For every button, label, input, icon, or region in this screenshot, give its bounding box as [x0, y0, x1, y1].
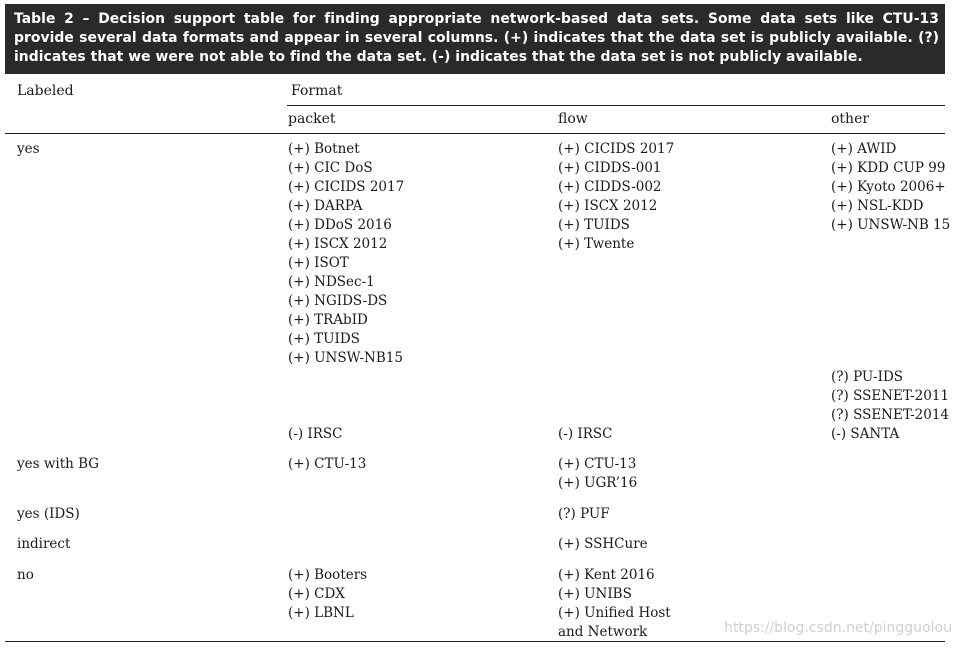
list-item [831, 273, 950, 292]
header-labeled: Labeled [17, 83, 74, 99]
list-item [831, 349, 950, 368]
row-label-yes: yes [17, 141, 40, 157]
table-bottom-rule [5, 641, 945, 642]
list-item [558, 368, 674, 387]
list-item [831, 254, 950, 273]
list-item: (+) CICIDS 2017 [558, 141, 675, 157]
list-item: (+) TUIDS [288, 331, 360, 347]
list-item: (+) Kent 2016 [558, 567, 655, 583]
cell-yes-packet [288, 140, 404, 444]
list-item: (+) CTU-13 [288, 456, 367, 472]
list-item [831, 292, 950, 311]
list-item [558, 330, 674, 349]
row-label-yes-ids: yes (IDS) [17, 506, 80, 522]
list-item: (+) Botnet [288, 141, 360, 157]
list-item: (+) CICIDS 2017 [288, 179, 405, 195]
row-label-indirect: indirect [17, 536, 71, 552]
cell-no-flow [558, 566, 671, 642]
list-item: (+) Unified Host [558, 605, 671, 621]
list-item [558, 349, 674, 368]
list-item: (+) TRAbID [288, 312, 368, 328]
list-item: (+) CIC DoS [288, 160, 373, 176]
header-packet: packet [288, 111, 336, 127]
list-item [288, 368, 404, 387]
list-item [831, 311, 950, 330]
list-item: (?) PUF [558, 506, 610, 522]
list-item [558, 292, 674, 311]
list-item: (+) CTU-13 [558, 456, 637, 472]
list-item: (+) Booters [288, 567, 368, 583]
list-item: (?) SSENET-2011 [831, 388, 950, 404]
row-label-yes-with-bg: yes with BG [17, 456, 100, 472]
list-item: (+) Kyoto 2006+ [831, 179, 946, 195]
header-format: Format [291, 83, 343, 99]
list-item [831, 330, 950, 349]
list-item: and Network [558, 624, 648, 640]
list-item: (+) Twente [558, 236, 635, 252]
list-item [288, 406, 404, 425]
list-item: (+) NSL-KDD [831, 198, 924, 214]
list-item [831, 235, 950, 254]
list-item: (-) IRSC [558, 426, 613, 442]
row-label-no: no [17, 567, 34, 583]
format-rule [287, 105, 945, 106]
table-caption: Table 2 – Decision support table for finding appropriate network-based data sets. Some data sets like CTU-13 provide several data formats and appear in several columns. (+) indicates that the data set is publicly available. (?) indicates that we were not able to find the data set. (-) indicates that the data set is not publicly available. [5, 4, 945, 74]
list-item: (-) IRSC [288, 426, 343, 442]
cell-yes-flow [558, 140, 674, 444]
list-item: (?) PU-IDS [831, 369, 904, 385]
list-item [558, 311, 674, 330]
watermark: https://blog.csdn.net/pingguolou [724, 620, 952, 636]
cell-yes-ids-flow [558, 505, 610, 524]
list-item: (+) CDX [288, 586, 345, 602]
list-item: (+) ISCX 2012 [558, 198, 658, 214]
list-item: (+) NGIDS-DS [288, 293, 388, 309]
list-item: (+) UNSW-NB 15 [831, 217, 951, 233]
list-item: (+) ISOT [288, 255, 349, 271]
header-other: other [831, 111, 870, 127]
list-item: (+) ISCX 2012 [288, 236, 388, 252]
list-item: (+) NDSec-1 [288, 274, 375, 290]
header-flow: flow [558, 111, 588, 127]
list-item: (+) AWID [831, 141, 897, 157]
cell-no-packet [288, 566, 367, 623]
cell-indirect-flow [558, 535, 648, 554]
cell-yes-other [831, 140, 950, 444]
list-item [558, 273, 674, 292]
list-item: (+) TUIDS [558, 217, 630, 233]
cell-yes-bg-flow [558, 455, 637, 493]
list-item: (+) UGR’16 [558, 475, 638, 491]
list-item: (+) CIDDS-001 [558, 160, 662, 176]
list-item: (+) UNSW-NB15 [288, 350, 403, 366]
list-item [558, 387, 674, 406]
list-item: (+) DDoS 2016 [288, 217, 392, 233]
list-item: (+) CIDDS-002 [558, 179, 662, 195]
list-item: (+) LBNL [288, 605, 354, 621]
list-item: (+) DARPA [288, 198, 363, 214]
list-item: (+) UNIBS [558, 586, 632, 602]
list-item [558, 254, 674, 273]
list-item: (+) KDD CUP 99 [831, 160, 946, 176]
list-item: (-) SANTA [831, 426, 900, 442]
header-bottom-rule [5, 133, 945, 134]
cell-yes-bg-packet [288, 455, 366, 474]
list-item [558, 406, 674, 425]
list-item [288, 387, 404, 406]
list-item: (?) SSENET-2014 [831, 407, 950, 423]
list-item: (+) SSHCure [558, 536, 648, 552]
